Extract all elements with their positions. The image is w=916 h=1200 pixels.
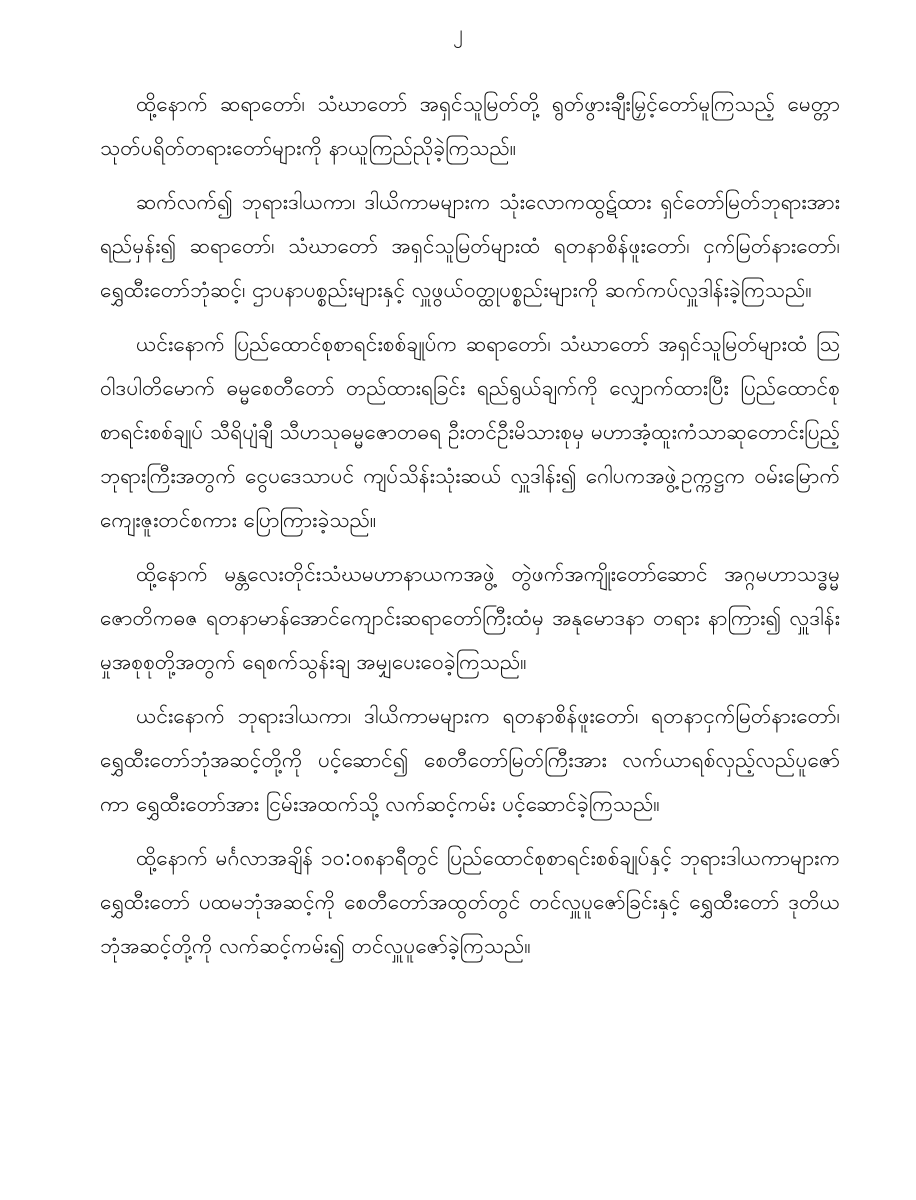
body-text [100,82,840,978]
paragraph-1: ထို့နောက် ဆရာတော်၊ သံဃာတော် အရှင်သူမြတ်တို့ ရွတ်ဖွားချီးမြှင့်တော်မူကြသည့် မေတ္တာသုတ်ပရိတ်တရားတော်များကို နာယူကြည်ညိုခဲ့ကြသည်။ [100,92,840,160]
paragraph-3: ယင်းနောက် ပြည်ထောင်စုစာရင်းစစ်ချုပ်က ဆရာတော်၊ သံဃာတော် အရှင်သူမြတ်များထံ သြဝါဒပါတိမောက် ဓမ္မစေတီတော် တည်ထားရခြင်း ရည်ရွယ်ချက်ကို လျှောက်ထားပြီး ပြည်ထောင်စုစာရင်းစစ်ချုပ် သီရိပျံချီ သီဟသုဓမ္မဇောတဓရ ဦးတင်ဦးမိသားစုမှ မဟာအံ့ထူးကံသာဆုတောင်းပြည့်ဘုရားကြီးအတွက် ငွေပဒေသာပင် ကျပ်သိန်းသုံးဆယ် လှူဒါန်း၍ ဂေါပကအဖွဲ့ဥက္ကဋ္ဌက ဝမ်းမြောက်ကျေးဇူးတင်စကား ပြောကြားခဲ့သည်။ [100,332,840,532]
paragraph-5: ယင်းနောက် ဘုရားဒါယကာ၊ ဒါယိကာမများက ရတနာစိန်ဖူးတော်၊ ရတနာငှက်မြတ်နားတော်၊ ရွှေထီးတော်ဘုံအဆင့်တို့ကို ပင့်ဆောင်၍ စေတီတော်မြတ်ကြီးအား လက်ယာရစ်လှည့်လည်ပူဇော်ကာ ရွှေထီးတော်အား ငြမ်းအထက်သို့ လက်ဆင့်ကမ်း ပင့်ဆောင်ခဲ့ကြသည်။ [100,704,840,816]
paragraph-4: ထို့နောက် မန္တလေးတိုင်းသံဃမဟာနာယကအဖွဲ့ တွဲဖက်အကျိုးတော်ဆောင် အဂ္ဂမဟာသဒ္ဓမ္မဇောတိကဓဇ ရတနာမာန်အောင်ကျောင်းဆရာတော်ကြီးထံမှ အနုမောဒနာ တရား နာကြား၍ လှူဒါန်းမှုအစုစုတို့အတွက် ရေစက်သွန်းချ အမျှပေးဝေခဲ့ကြသည်။ [100,562,840,674]
page-number: ၂ [453,20,463,44]
paragraph-6: ထို့နောက် မင်္ဂလာအချိန် ၁၀:၀၈နာရီတွင် ပြည်ထောင်စုစာရင်းစစ်ချုပ်နှင့် ဘုရားဒါယကာများက ရွှေထီးတော် ပထမဘုံအဆင့်ကို စေတီတော်အထွတ်တွင် တင်လှူပူဇော်ခြင်းနှင့် ရွှေထီးတော် ဒုတိယဘုံအဆင့်တို့ကို လက်ဆင့်ကမ်း၍ တင်လှူပူဇော်ခဲ့ကြသည်။ [100,846,840,958]
paragraph-2: ဆက်လက်၍ ဘုရားဒါယကာ၊ ဒါယိကာမများက သုံးလောကထွဋ်ထား ရှင်တော်မြတ်ဘုရားအား ရည်မှန်း၍ ဆရာတော်၊ သံဃာတော် အရှင်သူမြတ်များထံ ရတနာစိန်ဖူးတော်၊ ငှက်မြတ်နားတော်၊ ရွှေထီးတော်ဘုံဆင့်၊ ဌာပနာပစ္စည်းများနှင့် လှူဖွယ်ဝတ္ထုပစ္စည်းများကို ဆက်ကပ်လှူဒါန်းခဲ့ကြသည်။ [100,190,840,302]
